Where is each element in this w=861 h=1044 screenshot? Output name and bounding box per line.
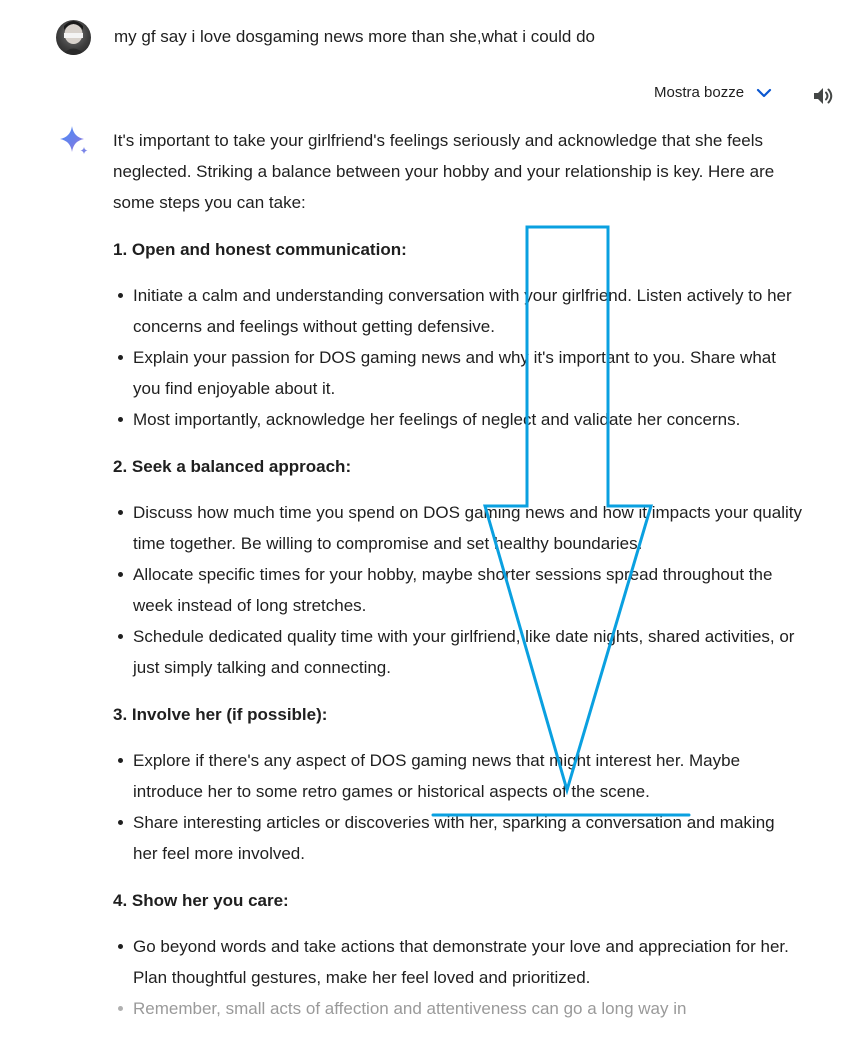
chevron-down-icon[interactable]	[756, 87, 772, 99]
speaker-icon[interactable]	[811, 84, 835, 108]
list-item: Share interesting articles or discoveries with her, sparking a conversation and making her feel more involved.	[133, 807, 803, 869]
user-message-text: my gf say i love dosgaming news more than she,what i could do	[114, 27, 595, 46]
list-item: Most importantly, acknowledge her feelings of neglect and validate her concerns.	[133, 404, 803, 435]
list-item: Allocate specific times for your hobby, maybe shorter sessions spread throughout the week instead of long stretches.	[133, 559, 803, 621]
section-list	[113, 931, 803, 1024]
user-message-row	[56, 19, 595, 55]
list-item-faded: Remember, small acts of affection and attentiveness can go a long way in	[133, 993, 803, 1024]
section-heading: 3. Involve her (if possible):	[113, 705, 328, 724]
list-item: Explore if there's any aspect of DOS gaming news that might interest her. Maybe introduce her to some retro games or historical aspects of the scene.	[133, 745, 803, 807]
assistant-response	[113, 125, 803, 1024]
show-drafts-control[interactable]	[654, 84, 772, 101]
list-item: Explain your passion for DOS gaming news and why it's important to you. Share what you find enjoyable about it.	[133, 342, 803, 404]
section-heading: 4. Show her you care:	[113, 891, 289, 910]
list-item: Discuss how much time you spend on DOS gaming news and how it impacts your quality time together. Be willing to compromise and set healthy boundaries.	[133, 497, 803, 559]
list-item: Schedule dedicated quality time with your girlfriend, like date nights, shared activities, or just simply talking and connecting.	[133, 621, 803, 683]
list-item: Initiate a calm and understanding conversation with your girlfriend. Listen actively to her concerns and feelings without getting defensive.	[133, 280, 803, 342]
user-avatar[interactable]	[56, 20, 91, 55]
section-list	[113, 280, 803, 435]
section-list	[113, 745, 803, 869]
sparkle-icon	[58, 124, 90, 156]
section-heading: 1. Open and honest communication:	[113, 240, 407, 259]
avatar-image	[56, 20, 91, 55]
list-item: Go beyond words and take actions that demonstrate your love and appreciation for her. Plan thoughtful gestures, make her feel loved and prioritized.	[133, 931, 803, 993]
show-drafts-label[interactable]: Mostra bozze	[654, 84, 745, 101]
response-intro: It's important to take your girlfriend's feelings seriously and acknowledge that she feels neglected. Striking a balance between your hobby and your relationship is key. Here are some steps you can take:	[113, 131, 775, 212]
section-list	[113, 497, 803, 683]
section-heading: 2. Seek a balanced approach:	[113, 457, 352, 476]
